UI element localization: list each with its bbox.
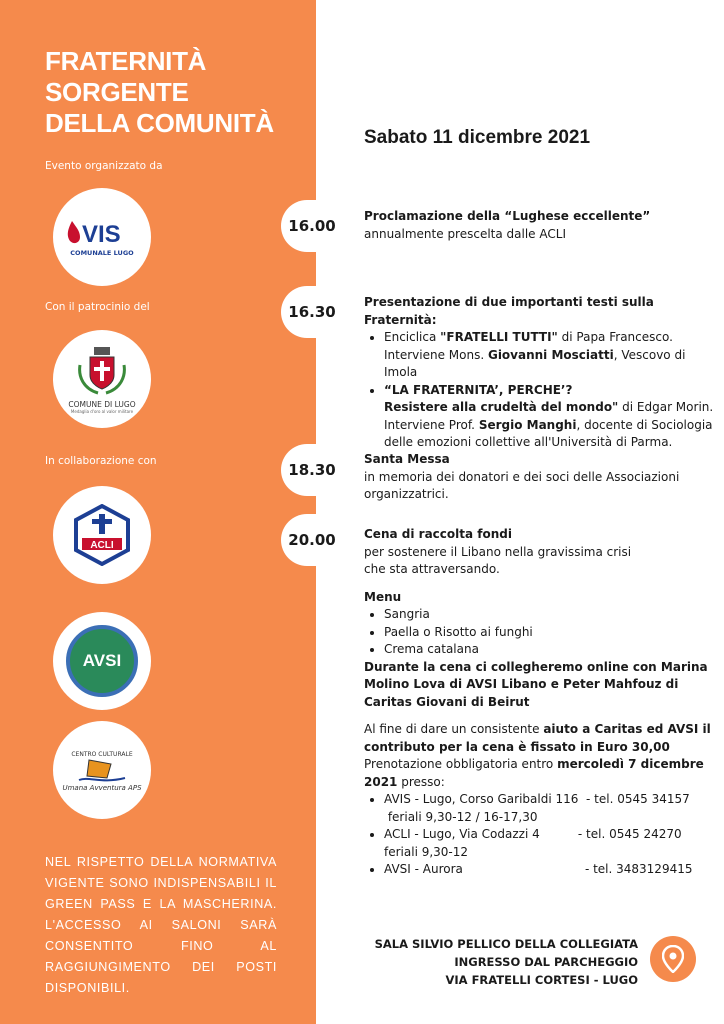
venue-line-3: VIA FRATELLI CORTESI - LUGO	[445, 973, 638, 987]
venue-line-1: SALA SILVIO PELLICO DELLA COLLEGIATA	[374, 937, 638, 951]
menu-item: • Paella o Risotto ai funghi	[384, 624, 714, 642]
title-line-3: DELLA COMUNITÀ	[45, 108, 274, 138]
item-text: Interviene Mons.	[384, 347, 488, 362]
time-badge-1630: 16.30	[281, 286, 343, 338]
time-badge-1600: 16.00	[281, 200, 343, 252]
event-1830-desc-1: in memoria dei donatori e dei soci delle Associazioni	[364, 469, 680, 484]
item-bold: Giovanni Mosciatti	[487, 347, 614, 362]
comune-motto: Medaglia d'oro al valor militare	[70, 408, 134, 414]
menu-item: • Crema catalana	[384, 641, 714, 659]
location-pin	[650, 936, 696, 982]
event-1830	[364, 451, 714, 504]
avis-sub: COMUNALE LUGO	[70, 249, 134, 257]
event-title	[45, 46, 274, 139]
avsi-logo	[53, 612, 151, 710]
event-1830-desc-2: organizzatrici.	[364, 487, 449, 501]
safety-notice: NEL RISPETTO DELLA NORMATIVA VIGENTE SONO INDISPENSABILI IL GREEN PASS E LA MASCHERINA. L'ACCESSO AI SALONI SARÀ CONSENTITO FINO AL RAGGIUNGIMENTO DEI POSTI DISPONIBILI.	[45, 855, 277, 995]
item-text: , docente di Sociologia	[576, 417, 713, 432]
menu-title: Menu	[364, 589, 402, 604]
coat-of-arms-icon	[74, 345, 130, 399]
contact-hours: feriali 9,30-12 / 16-17,30	[384, 809, 538, 824]
event-1600-desc: annualmente prescelta dalle ACLI	[364, 226, 566, 241]
fine-line-2: contributo per la cena è fissato in Euro 30,00	[364, 739, 670, 754]
event-1600	[364, 208, 714, 243]
menu-item: • Sangria	[384, 606, 714, 624]
centro-name: Umana Avventura APS	[62, 783, 142, 792]
item-text: delle emozioni collettive all'Università di Parma.	[384, 435, 673, 449]
item-text: , Vescovo di Imola	[384, 347, 686, 379]
event-date: Sabato 11 dicembre 2021	[364, 127, 591, 148]
comune-lugo-logo	[53, 330, 151, 428]
time-badge-2000: 20.00	[281, 514, 343, 566]
contact-hours: feriali 9,30-12	[384, 844, 469, 859]
event-1630	[364, 294, 714, 452]
item-text: di Papa Francesco.	[557, 330, 673, 344]
map-pin-icon	[662, 945, 684, 973]
contact-line: • AVSI - Aurora - tel. 3483129415	[384, 862, 693, 876]
centro-culturale-logo	[53, 721, 151, 819]
online-line-1: Durante la cena ci collegheremo online con Marina	[364, 659, 708, 674]
reservation-year: 2021	[364, 774, 398, 789]
event-1630-title: Presentazione di due importanti testi sulla Fraternità:	[364, 295, 654, 327]
event-2000-desc-1: per sostenere il Libano nella gravissima crisi	[364, 544, 632, 559]
online-line-2: Molino Lova di AVSI Libano e Peter Mahfouz di	[364, 677, 679, 691]
venue-address	[356, 935, 638, 989]
item-text: di Edgar Morin.	[618, 400, 714, 414]
event-1830-title: Santa Messa	[364, 452, 450, 466]
reservation-text: Prenotazione obbligatoria entro	[364, 757, 558, 771]
fine-bold: aiuto a Caritas ed AVSI il	[543, 722, 711, 736]
event-2000-desc-2: che sta attraversando.	[364, 562, 500, 576]
list-item	[384, 382, 714, 452]
item-text: Enciclica	[384, 330, 441, 344]
contact-line: • ACLI - Lugo, Via Codazzi 4 - tel. 0545 24270	[384, 827, 682, 841]
organized-by-label: Evento organizzato da	[45, 160, 163, 172]
avis-drop-icon	[64, 217, 140, 247]
contact-item	[384, 826, 714, 861]
title-line-1: FRATERNITÀ	[45, 46, 207, 76]
contact-item	[384, 861, 714, 879]
time-badge-1830: 18.30	[281, 444, 343, 496]
venue-line-2: INGRESSO DAL PARCHEGGIO	[454, 955, 638, 969]
item-bold: Sergio Manghi	[478, 417, 577, 432]
avis-logo	[53, 188, 151, 286]
patronage-label: Con il patrocinio del	[45, 301, 150, 313]
avsi-name: AVSI	[82, 651, 122, 670]
sail-icon	[77, 758, 127, 784]
reservation-at: presso:	[397, 774, 445, 789]
contact-line: • AVIS - Lugo, Corso Garibaldi 116 - tel. 0545 34157	[384, 792, 690, 806]
title-line-2: SORGENTE	[45, 77, 189, 107]
list-item	[384, 329, 714, 382]
event-2000	[364, 526, 714, 879]
avsi-circle	[66, 625, 138, 697]
fine-text: Al fine di dare un consistente	[364, 722, 544, 736]
contact-item	[384, 791, 714, 826]
item-bold: "FRATELLI TUTTI"	[440, 330, 558, 344]
acli-name: ACLI	[90, 540, 114, 551]
reservation-bold: mercoledì 7 dicembre	[557, 757, 704, 771]
item-text: Interviene Prof.	[384, 417, 479, 432]
comune-name: COMUNE DI LUGO	[68, 399, 136, 409]
item-bold: Resistere alla crudeltà del mondo"	[384, 400, 619, 414]
event-2000-title: Cena di raccolta fondi	[364, 527, 512, 541]
event-1600-title: Proclamazione della “Lughese eccellente”	[364, 209, 651, 223]
acli-hexagon-icon	[72, 504, 132, 566]
item-bold: “LA FRATERNITA’, PERCHE’?	[384, 382, 573, 397]
online-line-3: Caritas Giovani di Beirut	[364, 694, 530, 709]
acli-logo	[53, 486, 151, 584]
collaboration-label: In collaborazione con	[45, 455, 157, 467]
centro-label: CENTRO CULTURALE	[71, 750, 133, 758]
svg-text:VIS: VIS	[82, 221, 121, 247]
